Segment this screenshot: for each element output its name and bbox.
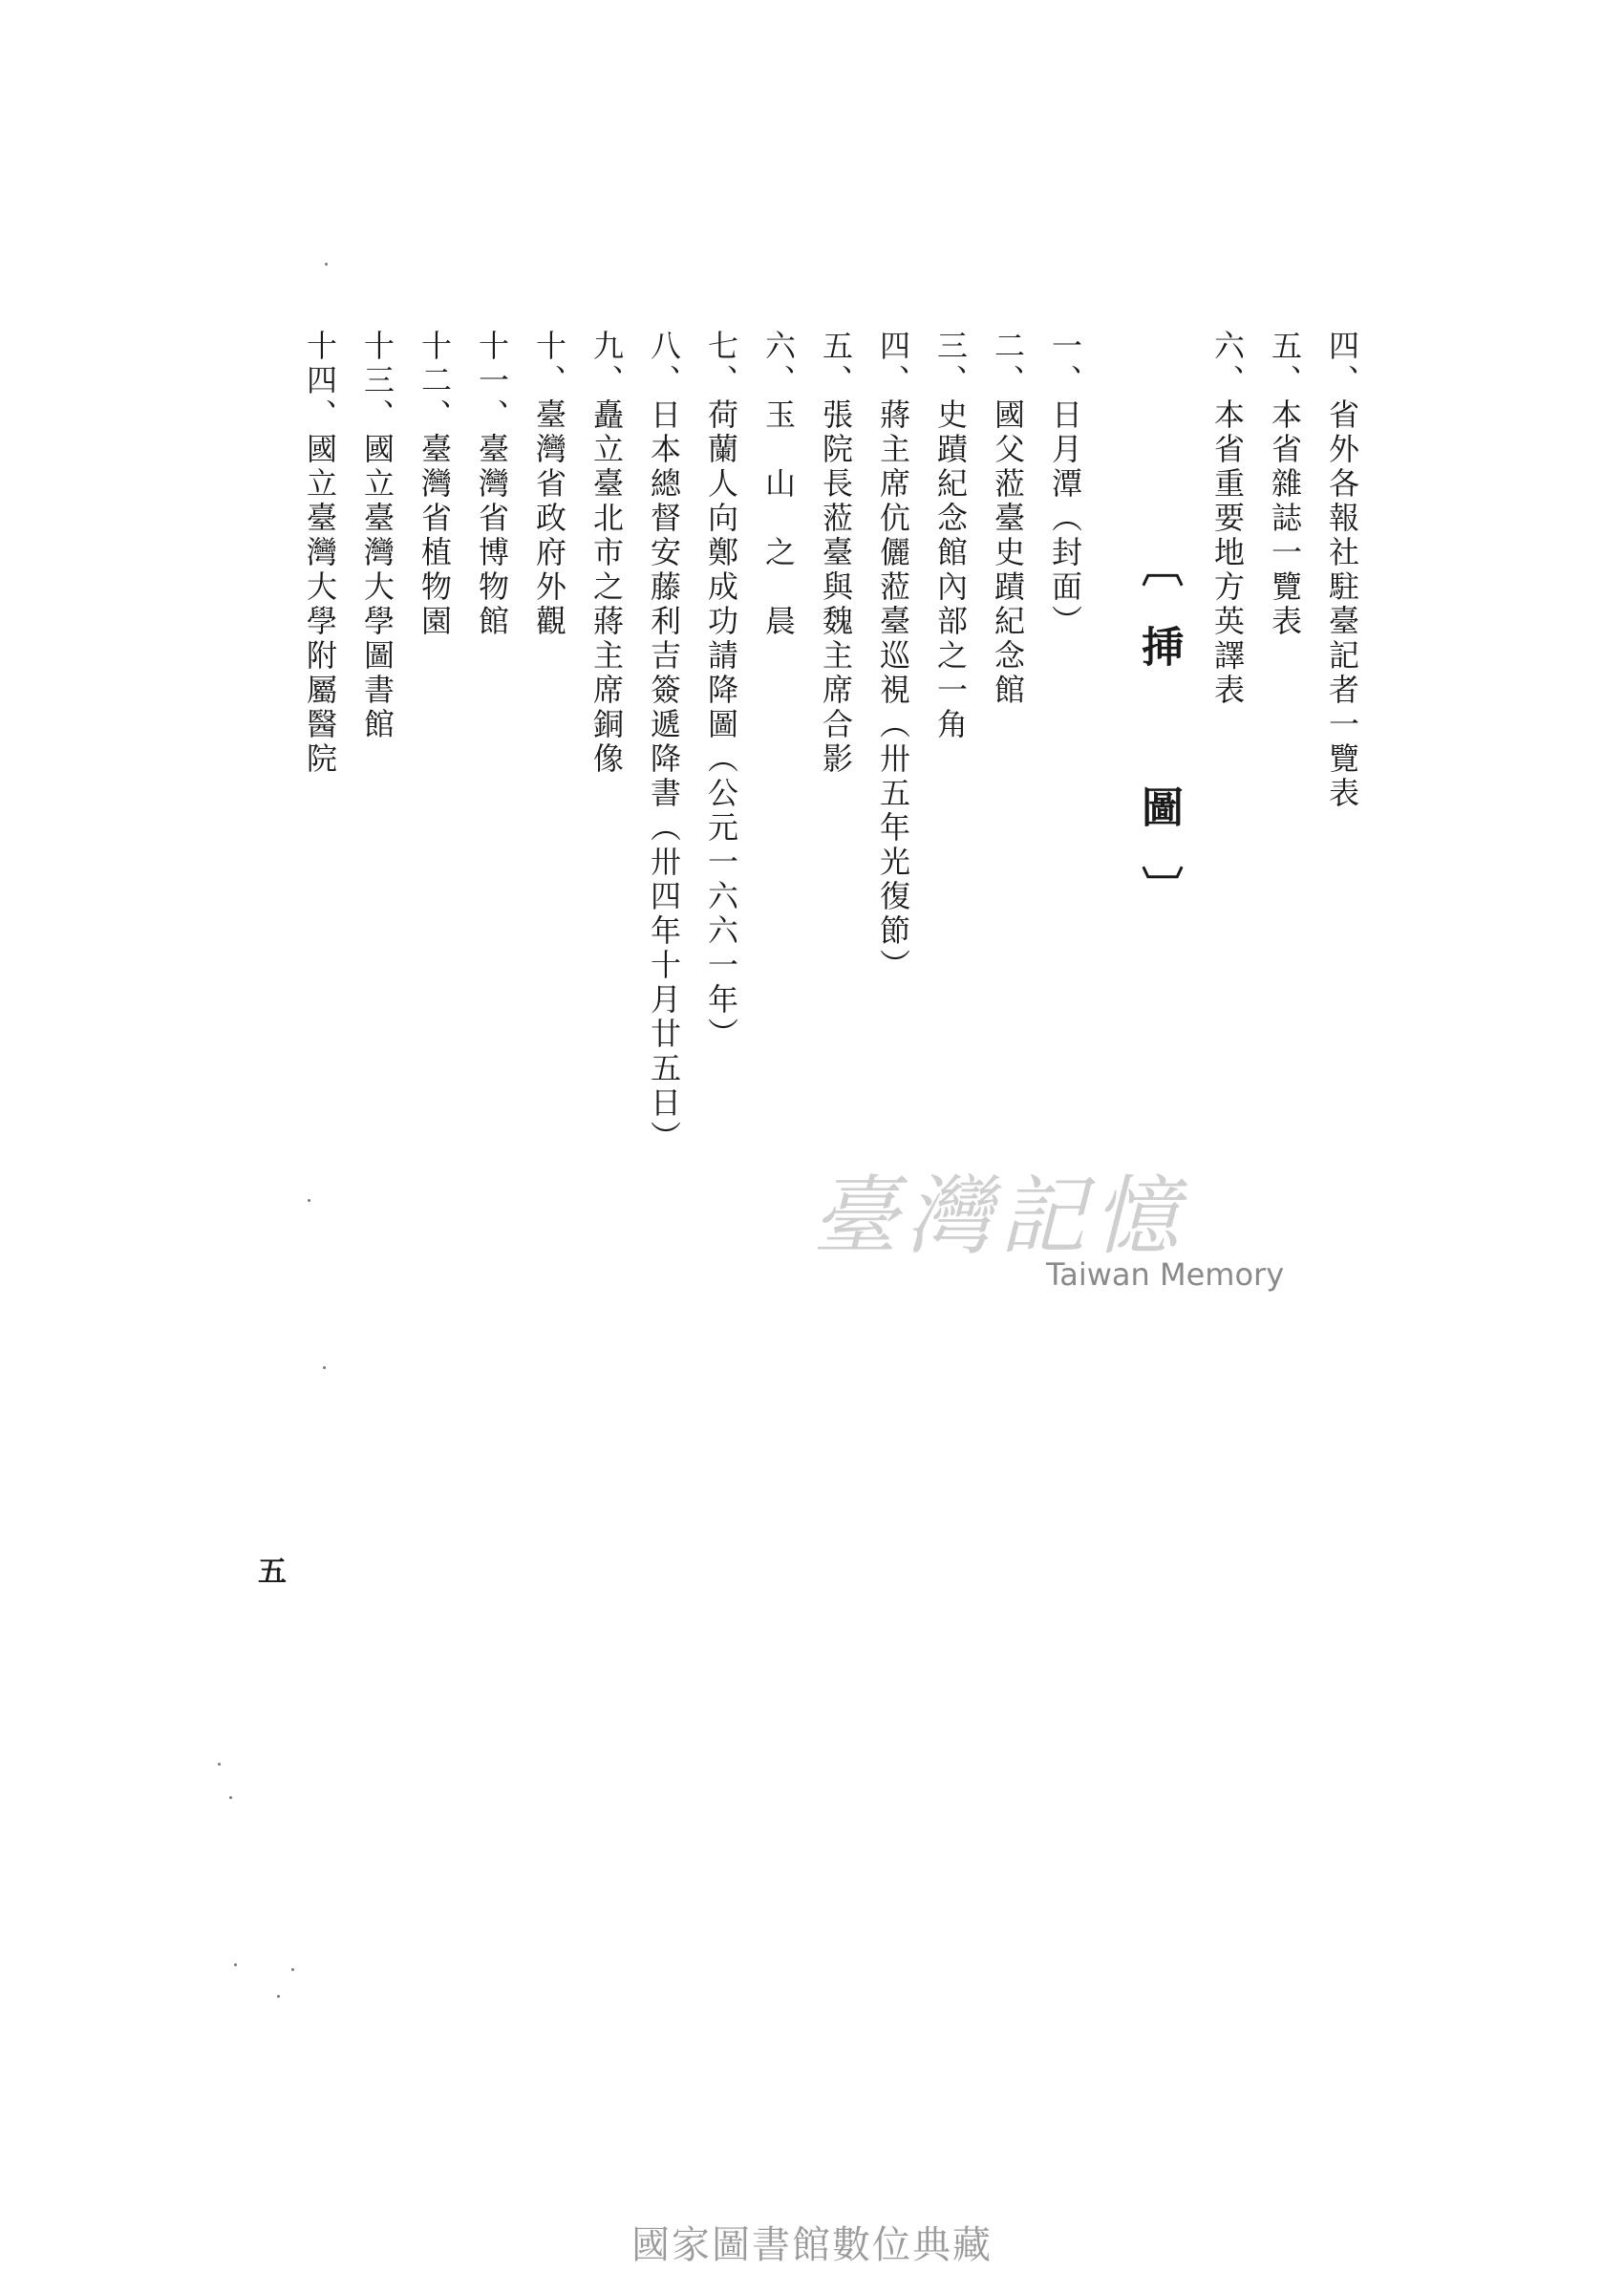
scan-speck — [323, 1366, 326, 1369]
illustration-item-9: 九、矗立臺北市之蔣主席銅像 — [588, 330, 625, 777]
scan-speck — [308, 1199, 310, 1202]
illustration-item-12: 十二、臺灣省植物園 — [417, 330, 453, 639]
scan-speck — [234, 1963, 237, 1966]
illustration-item-14: 十四、國立臺灣大學附屬醫院 — [302, 330, 338, 777]
illustration-item-2: 二、國父蒞臺史蹟紀念館 — [990, 330, 1026, 708]
illustration-item-11: 十一、臺灣省博物館 — [474, 330, 510, 639]
table-item-6: 六、本省重要地方英譯表 — [1209, 330, 1246, 708]
illustration-item-3: 三、史蹟紀念館內部之一角 — [932, 330, 969, 742]
illustration-item-1: 一、日月潭（封面） — [1047, 330, 1083, 639]
page-number: 五 — [258, 1555, 287, 1589]
table-item-5: 五、本省雜誌一覽表 — [1267, 330, 1303, 639]
illustration-item-4: 四、蔣主席伉儷蒞臺巡視（卅五年光復節） — [875, 330, 911, 983]
watermark-english: Taiwan Memory — [1046, 1256, 1285, 1293]
illustration-item-10: 十、臺灣省政府外觀 — [531, 330, 567, 639]
illustration-item-13: 十三、國立臺灣大學圖書館 — [359, 330, 395, 742]
illustration-item-5: 五、張院長蒞臺與魏主席合影 — [818, 330, 854, 777]
illustration-item-6: 六、玉 山 之 晨 — [760, 330, 797, 639]
illustration-item-8: 八、日本總督安藤利吉簽遞降書（卅四年十月廿五日） — [646, 330, 682, 1155]
illustration-item-7: 七、荷蘭人向鄭成功請降圖（公元一六六一年） — [703, 330, 739, 1052]
taiwan-memory-watermark — [812, 1146, 1309, 1318]
table-item-4: 四、省外各報社駐臺記者一覽表 — [1324, 330, 1360, 811]
scan-speck — [325, 263, 328, 266]
scan-speck — [218, 1763, 221, 1766]
watermark-chinese: 臺灣記憶 — [812, 1167, 1186, 1267]
scan-speck — [229, 1796, 232, 1799]
scan-speck — [291, 1968, 294, 1971]
illustrations-heading: 〔挿 圖〕 — [1134, 545, 1183, 946]
scan-speck — [277, 1995, 280, 1998]
footer-collection-label: 國家圖書館數位典藏 — [631, 2223, 993, 2267]
